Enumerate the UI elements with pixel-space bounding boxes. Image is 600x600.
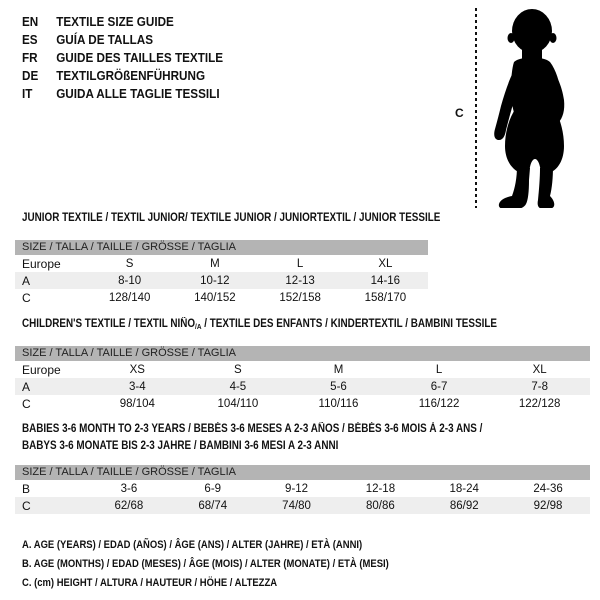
height-measure-dashed-line [475, 8, 477, 208]
height-cell: 128/140 [108, 291, 151, 304]
row-label: Europe [22, 256, 61, 271]
table-row [15, 480, 590, 497]
size-cell: XS [129, 363, 145, 376]
language-label: TEXTILGRÖßENFÜHRUNG [56, 67, 206, 83]
language-row [22, 84, 223, 102]
height-cell: 116/122 [418, 397, 460, 410]
height-cell: 104/110 [217, 397, 259, 410]
language-row [22, 12, 223, 30]
table-row [15, 395, 590, 412]
children-table-title [22, 318, 574, 331]
language-code: ES [22, 31, 38, 47]
babies-table-title [22, 423, 557, 452]
language-code: FR [22, 49, 38, 65]
babies-table-title-line2: BABYS 3-6 MONATE BIS 2-3 JAHRE / BAMBINI 3-6 MESI A 2-3 ANNI [22, 440, 339, 452]
table-row [15, 378, 590, 395]
height-label: C [455, 106, 464, 120]
language-list [22, 12, 245, 102]
row-label: B [22, 481, 31, 496]
height-cell: 74/80 [282, 499, 311, 512]
table-row [15, 361, 590, 378]
footnote-height [22, 574, 449, 593]
children-title-post: / TEXTILE DES ENFANTS / KINDERTEXTIL / BAMBINI TESSILE [201, 318, 497, 330]
row-label: Europe [22, 362, 61, 377]
size-cell: M [210, 257, 220, 270]
baby-silhouette-icon [486, 8, 580, 208]
language-label: GUIDA ALLE TAGLIE TESSILI [56, 85, 220, 101]
babies-table-title-line1: BABIES 3-6 MONTH TO 2-3 YEARS / BEBÉS 3-6 MESES A 2-3 AÑOS / BÉBÉS 3-6 MOIS À 2-3 ANS / [22, 423, 483, 435]
language-label: TEXTILE SIZE GUIDE [56, 13, 174, 29]
age-cell: 12-18 [365, 482, 396, 495]
size-cell: L [296, 257, 304, 270]
row-label: A [22, 273, 31, 288]
table-row [15, 497, 590, 514]
height-cell: 140/152 [194, 291, 236, 304]
age-cell: 18-24 [449, 482, 479, 495]
height-cell: 80/86 [366, 499, 395, 512]
size-header-bar: SIZE / TALLA / TAILLE / GRÖSSE / TAGLIA [15, 346, 590, 361]
children-title-pre: CHILDREN'S TEXTILE / TEXTIL NIÑO [22, 318, 196, 330]
age-cell: 5-6 [330, 380, 347, 393]
children-table-title-text [22, 318, 497, 331]
language-row [22, 48, 223, 66]
age-cell: 6-7 [430, 380, 448, 393]
table-row [15, 255, 428, 272]
footnote-age-years [22, 536, 449, 555]
language-row [22, 66, 223, 84]
height-cell: 62/68 [114, 499, 144, 512]
height-cell: 122/128 [518, 397, 561, 410]
row-label: C [22, 290, 31, 305]
language-code: IT [22, 85, 33, 101]
height-cell: 158/170 [364, 291, 407, 304]
age-cell: 8-10 [118, 274, 142, 287]
size-header-bar: SIZE / TALLA / TAILLE / GRÖSSE / TAGLIA [15, 240, 428, 255]
footnote-text: A. AGE (YEARS) / EDAD (AÑOS) / ÂGE (ANS) / ALTER (JAHRE) / ETÀ (ANNI) [22, 539, 363, 551]
table-row [15, 289, 428, 306]
row-label: A [22, 379, 31, 394]
size-cell: M [333, 363, 344, 376]
language-label: GUIDE DES TAILLES TEXTILE [56, 49, 224, 65]
age-cell: 4-5 [229, 380, 247, 393]
size-cell: XL [532, 363, 547, 376]
language-code: DE [22, 67, 39, 83]
height-cell: 110/116 [318, 397, 359, 410]
footnote-age-months [22, 555, 449, 574]
junior-table-title-text: JUNIOR TEXTILE / TEXTIL JUNIOR/ TEXTILE JUNIOR / JUNIORTEXTIL / JUNIOR TESSILE [22, 212, 441, 224]
size-cell: L [435, 363, 443, 376]
babies-size-table [15, 465, 590, 514]
legend-footnotes [22, 536, 449, 593]
height-cell: 86/92 [449, 499, 479, 512]
footnote-text: C. (cm) HEIGHT / ALTURA / HAUTEUR / HÖHE / ALTEZZA [22, 577, 278, 589]
size-cell: S [234, 363, 242, 376]
children-title-subscript: /A [195, 322, 202, 331]
height-cell: 92/98 [533, 499, 563, 512]
size-cell: S [125, 257, 134, 270]
age-cell: 3-6 [120, 482, 138, 495]
children-size-table [15, 346, 590, 412]
language-code: EN [22, 13, 39, 29]
height-cell: 152/158 [279, 291, 321, 304]
age-cell: 14-16 [370, 274, 401, 287]
size-header-bar: SIZE / TALLA / TAILLE / GRÖSSE / TAGLIA [15, 465, 590, 480]
age-cell: 9-12 [285, 482, 309, 495]
language-row [22, 30, 223, 48]
footnote-text: B. AGE (MONTHS) / EDAD (MESES) / ÂGE (MOIS) / ALTER (MONATE) / ETÀ (MESI) [22, 558, 389, 570]
row-label: C [22, 498, 31, 513]
height-cell: 98/104 [119, 397, 155, 410]
age-cell: 12-13 [285, 274, 315, 287]
age-cell: 24-36 [533, 482, 563, 495]
size-cell: XL [378, 257, 393, 270]
row-label: C [22, 396, 31, 411]
height-cell: 68/74 [198, 499, 228, 512]
age-cell: 10-12 [200, 274, 230, 287]
language-label: GUÍA DE TALLAS [56, 31, 154, 47]
age-cell: 3-4 [128, 380, 146, 393]
age-cell: 7-8 [531, 380, 548, 393]
junior-size-table [15, 240, 428, 306]
age-cell: 6-9 [204, 482, 222, 495]
table-row [15, 272, 428, 289]
junior-table-title [22, 212, 508, 224]
